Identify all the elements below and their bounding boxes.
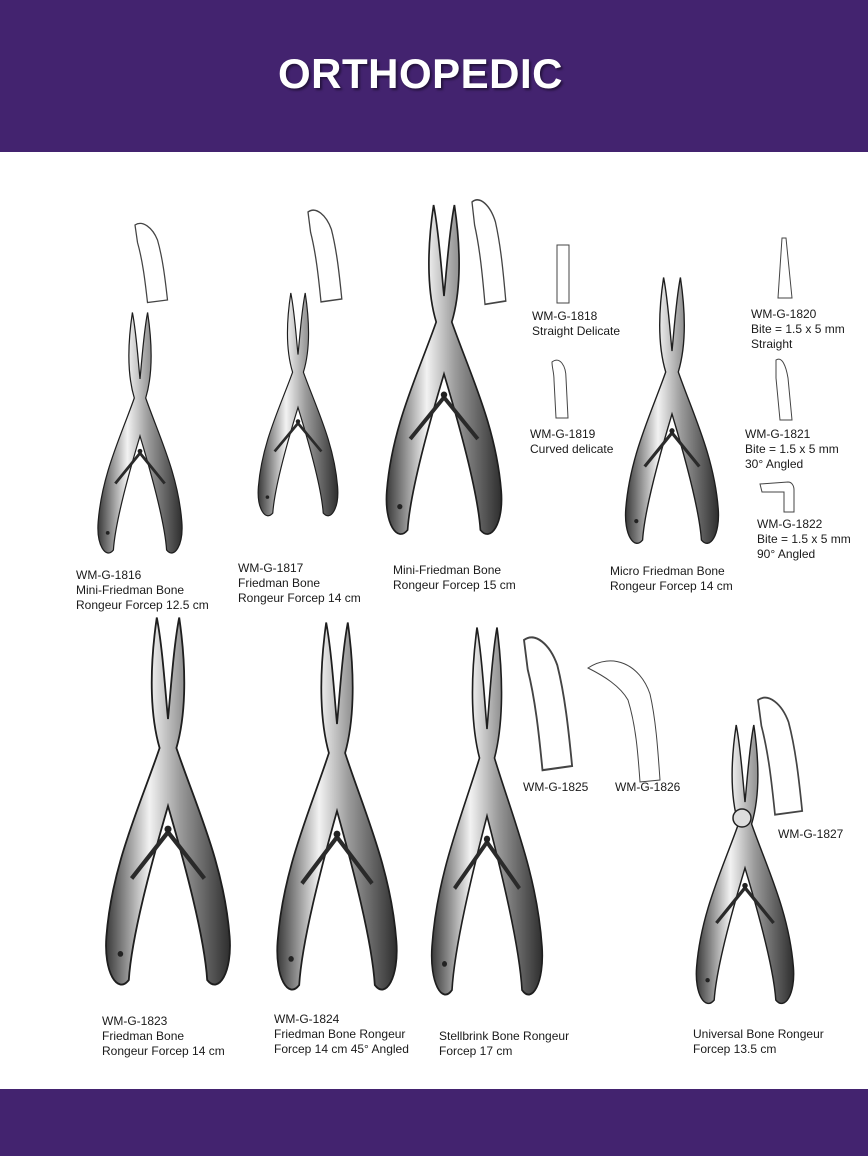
caption-wm-g-1827: WM-G-1827	[778, 827, 844, 841]
tip-1827-illustration	[758, 698, 802, 815]
tip-1819-illustration	[552, 360, 568, 418]
page-title: ORTHOPEDIC	[278, 50, 564, 97]
tip-1825-illustration	[524, 637, 572, 770]
caption-universal: Universal Bone Rongeur Forcep 13.5 cm	[693, 1027, 824, 1056]
rongeur-1817-illustration	[258, 293, 338, 516]
tip-1820-illustration	[778, 238, 792, 298]
caption-wm-g-1818: WM-G-1818 Straight Delicate	[532, 309, 621, 338]
caption-wm-g-1824: WM-G-1824 Friedman Bone Rongeur Forcep 14 cm 45° Angled	[274, 1012, 409, 1056]
caption-mini-friedman-15: Mini-Friedman Bone Rongeur Forcep 15 cm	[393, 563, 516, 592]
caption-micro-friedman: Micro Friedman Bone Rongeur Forcep 14 cm	[610, 564, 733, 593]
caption-stellbrink: Stellbrink Bone Rongeur Forcep 17 cm	[439, 1029, 570, 1058]
caption-wm-g-1823: WM-G-1823 Friedman Bone Rongeur Forcep 14 cm	[102, 1014, 225, 1058]
caption-wm-g-1825: WM-G-1825	[523, 780, 589, 794]
rongeur-micro-illustration	[626, 278, 719, 544]
caption-wm-g-1816: WM-G-1816 Mini-Friedman Bone Rongeur Forcep 12.5 cm	[76, 568, 209, 612]
caption-wm-g-1819: WM-G-1819 Curved delicate	[530, 427, 614, 456]
tip-mini-15-illustration	[472, 200, 506, 304]
rongeur-stellbrink-illustration	[432, 628, 543, 995]
tip-1826-illustration	[588, 661, 660, 782]
caption-wm-g-1822: WM-G-1822 Bite = 1.5 x 5 mm 90° Angled	[757, 517, 851, 561]
rongeur-1816-illustration	[98, 313, 182, 553]
tip-1818-illustration	[557, 245, 569, 303]
caption-wm-g-1820: WM-G-1820 Bite = 1.5 x 5 mm Straight	[751, 307, 845, 351]
caption-wm-g-1817: WM-G-1817 Friedman Bone Rongeur Forcep 14 cm	[238, 561, 361, 605]
caption-wm-g-1821: WM-G-1821 Bite = 1.5 x 5 mm 30° Angled	[745, 427, 839, 471]
rongeur-1824-illustration	[277, 623, 396, 990]
screw-universal-illustration	[733, 809, 751, 827]
tip-1822-illustration	[760, 482, 794, 512]
rongeur-1823-illustration	[106, 618, 230, 985]
caption-wm-g-1826: WM-G-1826	[615, 780, 681, 794]
tip-1816-illustration	[135, 223, 168, 302]
tip-1821-illustration	[776, 359, 792, 420]
tip-1817-illustration	[308, 210, 342, 302]
footer-band	[0, 1089, 868, 1156]
